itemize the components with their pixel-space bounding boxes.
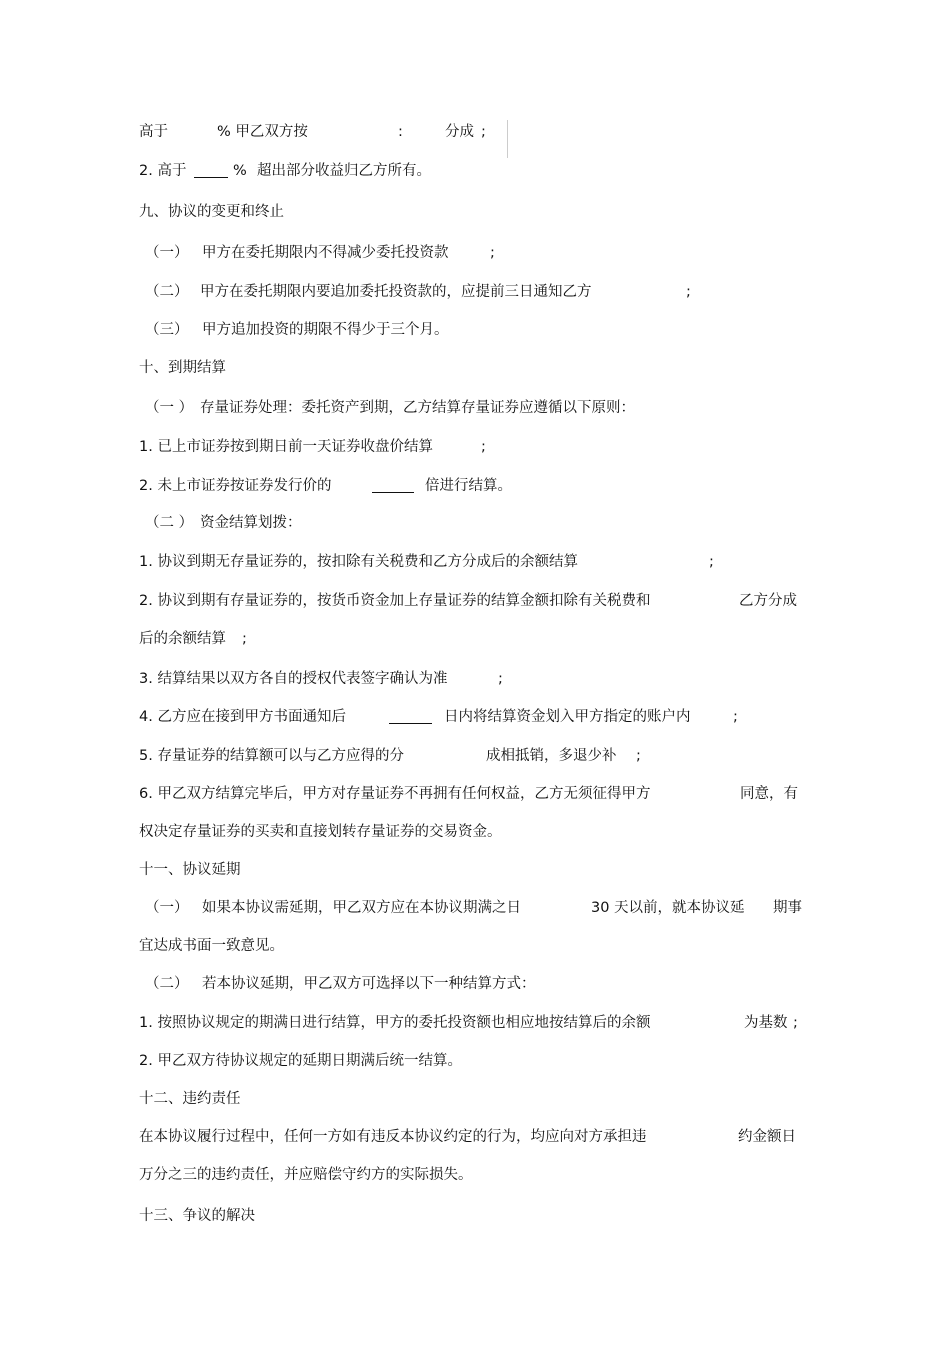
line-13 (139, 591, 805, 611)
text: （二 ） (145, 515, 194, 531)
line-2 (139, 161, 805, 181)
text: 权决定存量证券的买卖和直接划转存量证券的交易资金。 (139, 824, 502, 840)
line-17 (139, 746, 805, 766)
text: 倍进行结算。 (425, 478, 512, 494)
text: 6. 甲乙双方结算完毕后，甲方对存量证券不再拥有任何权益，乙方无须征得甲方 (139, 786, 651, 802)
text: ; (636, 748, 641, 764)
line-6 (139, 320, 805, 340)
text: 如果本协议需延期，甲乙双方应在本协议期满之日 (202, 900, 521, 916)
line-19 (139, 822, 805, 842)
text: ; (498, 671, 503, 687)
text: 3. 结算结果以双方各自的授权代表签字确认为准 (139, 671, 448, 687)
line-1 (139, 122, 805, 142)
text: 同意，有 (740, 786, 798, 802)
text: 2. 未上市证券按证券发行价的 (139, 478, 332, 494)
section-heading: 九、协议的变更和终止 (139, 204, 284, 220)
section-heading: 十、到期结算 (139, 360, 226, 376)
line-9 (139, 437, 805, 457)
line-15 (139, 669, 805, 689)
line-8 (139, 398, 805, 418)
text: （一 ） (145, 400, 194, 416)
text: % 甲乙双方按 (217, 124, 308, 140)
text: 2. 甲乙双方待协议规定的延期日期满后统一结算。 (139, 1053, 462, 1069)
text: ; (481, 124, 486, 140)
text: 超出部分收益归乙方所有。 (257, 163, 431, 179)
text: 甲方在委托期限内要追加委托投资款的，应提前三日通知乙方 (200, 284, 592, 300)
line-3 (139, 202, 805, 222)
text: % (233, 163, 247, 179)
text: 1. 协议到期无存量证券的，按扣除有关税费和乙方分成后的余额结算 (139, 554, 578, 570)
line-28 (139, 1165, 805, 1185)
line-21 (139, 898, 805, 918)
text: ; (490, 245, 495, 261)
line-29 (139, 1206, 805, 1226)
line-12 (139, 552, 805, 572)
line-26 (139, 1089, 805, 1109)
text: 乙方分成 (739, 593, 797, 609)
line-5 (139, 282, 805, 302)
text: ; (481, 439, 486, 455)
line-22 (139, 936, 805, 956)
text: ; (242, 631, 247, 647)
text: 为基数 (744, 1015, 788, 1031)
text: 甲方追加投资的期限不得少于三个月。 (202, 322, 449, 338)
text: 存量证券处理：委托资产到期，乙方结算存量证券应遵循以下原则： (200, 400, 635, 416)
text: （一） (145, 245, 189, 261)
text: 1. 已上市证券按到期日前一天证券收盘价结算 (139, 439, 433, 455)
text: 资金结算划拨： (200, 515, 302, 531)
text: （二） (145, 284, 189, 300)
text: ; (709, 554, 714, 570)
line-11 (139, 513, 805, 533)
text: 日内将结算资金划入甲方指定的账户内 (444, 709, 691, 725)
blank-line (194, 161, 228, 178)
text: 高于 (139, 124, 168, 140)
text: 期事 (773, 900, 802, 916)
text: 宜达成书面一致意见。 (139, 938, 284, 954)
section-heading: 十一、协议延期 (139, 862, 241, 878)
blank-line (372, 476, 414, 493)
section-heading: 十三、争议的解决 (139, 1208, 255, 1224)
text: 2. 协议到期有存量证券的，按货币资金加上存量证券的结算金额扣除有关税费和 (139, 593, 651, 609)
line-23 (139, 974, 805, 994)
line-16 (139, 707, 805, 727)
blank-line (389, 707, 432, 724)
text: 成相抵销，多退少补 (486, 748, 617, 764)
line-20 (139, 860, 805, 880)
text: 1. 按照协议规定的期满日进行结算，甲方的委托投资额也相应地按结算后的余额 (139, 1015, 651, 1031)
text: ; (686, 284, 691, 300)
line-14 (139, 629, 805, 649)
text: 万分之三的违约责任，并应赔偿守约方的实际损失。 (139, 1167, 473, 1183)
text: 在本协议履行过程中，任何一方如有违反本协议约定的行为，均应向对方承担违 (139, 1129, 647, 1145)
line-4 (139, 243, 805, 263)
text: ; (793, 1015, 798, 1031)
text: 5. 存量证券的结算额可以与乙方应得的分 (139, 748, 404, 764)
text: 4. 乙方应在接到甲方书面通知后 (139, 709, 346, 725)
line-7 (139, 358, 805, 378)
text: （三） (145, 322, 189, 338)
line-24 (139, 1013, 805, 1033)
line-10 (139, 476, 805, 496)
text: （一） (145, 900, 189, 916)
line-27 (139, 1127, 805, 1147)
text: 甲方在委托期限内不得减少委托投资款 (202, 245, 449, 261)
text: 后的余额结算 (139, 631, 226, 647)
text: 分成 (445, 124, 474, 140)
text: : (398, 124, 403, 140)
text: 30 天以前，就本协议延 (591, 900, 745, 916)
line-18 (139, 784, 805, 804)
text: 约金额日 (738, 1129, 796, 1145)
text: （二） (145, 976, 189, 992)
line-25 (139, 1051, 805, 1071)
text: 2. 高于 (139, 163, 187, 179)
text: ; (733, 709, 738, 725)
text: 若本协议延期，甲乙双方可选择以下一种结算方式： (202, 976, 536, 992)
section-heading: 十二、违约责任 (139, 1091, 241, 1107)
